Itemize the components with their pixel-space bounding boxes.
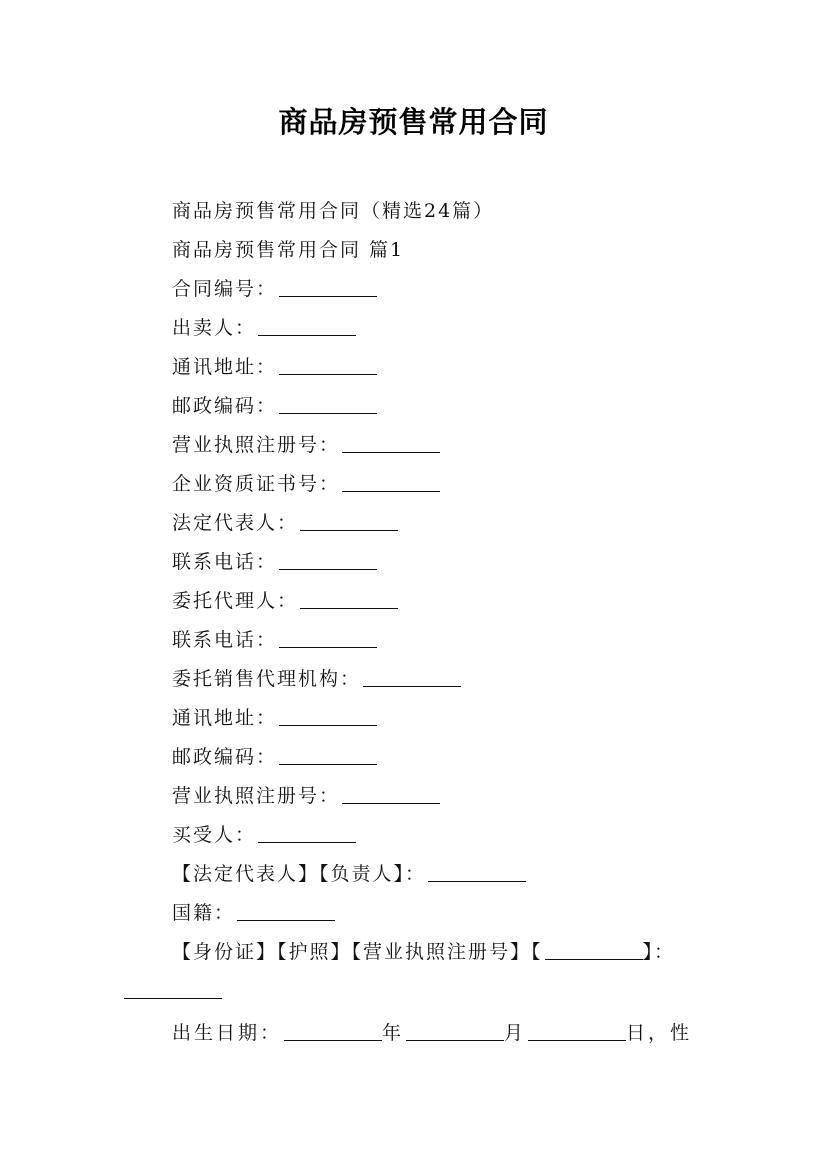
blank-underline: [279, 703, 377, 726]
field-birth-date: [0, 1016, 827, 1055]
blank-underline: [258, 313, 356, 336]
month-label: 月: [504, 1022, 527, 1044]
field-label: 出生日期：: [172, 1022, 283, 1044]
blank-underline: [528, 1018, 626, 1041]
blank-underline: [342, 430, 440, 453]
field-address: [0, 350, 827, 389]
year-label: 年: [382, 1022, 405, 1044]
blank-underline: [300, 586, 398, 609]
field-postcode: [0, 740, 827, 779]
field-legal-rep-or-head: [0, 857, 827, 896]
blank-underline: [342, 469, 440, 492]
field-license-number: [0, 428, 827, 467]
field-label-close: 】：: [642, 941, 676, 963]
field-label: 企业资质证书号：: [172, 473, 341, 495]
subtitle-line: [0, 194, 827, 233]
field-label: 国籍：: [172, 902, 236, 924]
field-label: 委托销售代理机构：: [172, 668, 362, 690]
field-label: 联系电话：: [172, 629, 278, 651]
blank-underline: [258, 820, 356, 843]
blank-underline: [363, 664, 461, 687]
field-qualification-cert: [0, 467, 827, 506]
blank-underline: [237, 898, 335, 921]
field-phone: [0, 545, 827, 584]
field-label: 联系电话：: [172, 551, 278, 573]
blank-underline: [545, 937, 643, 960]
field-id-document-continuation: [0, 974, 827, 998]
blank-underline: [300, 508, 398, 531]
field-address: [0, 701, 827, 740]
field-label: 买受人：: [172, 824, 257, 846]
field-label: 【身份证】【护照】【营业执照注册号】【: [172, 941, 543, 963]
field-label: 营业执照注册号：: [172, 785, 341, 807]
field-buyer: [0, 818, 827, 857]
field-id-document: [0, 935, 827, 974]
document-body: [0, 194, 827, 1055]
field-label: 委托代理人：: [172, 590, 299, 612]
field-label: 出卖人：: [172, 317, 257, 339]
field-license-number: [0, 779, 827, 818]
document-title: 商品房预售常用合同: [278, 105, 549, 139]
field-agent: [0, 584, 827, 623]
field-sales-agency: [0, 662, 827, 701]
blank-underline: [124, 976, 222, 999]
field-contract-number: [0, 272, 827, 311]
section-heading: [0, 233, 827, 272]
field-label: 邮政编码：: [172, 395, 278, 417]
field-label: 通讯地址：: [172, 356, 278, 378]
field-label: 营业执照注册号：: [172, 434, 341, 456]
blank-underline: [342, 781, 440, 804]
field-label: 法定代表人：: [172, 512, 299, 534]
line-text: 商品房预售常用合同 篇1: [172, 239, 405, 261]
field-phone: [0, 623, 827, 662]
blank-underline: [279, 625, 377, 648]
field-legal-rep: [0, 506, 827, 545]
field-label: 邮政编码：: [172, 746, 278, 768]
blank-underline: [284, 1018, 382, 1041]
day-label: 日，性: [626, 1022, 693, 1044]
blank-underline: [279, 391, 377, 414]
field-label: 【法定代表人】【负责人】：: [172, 863, 427, 885]
line-text: 商品房预售常用合同（精选24篇）: [172, 200, 495, 222]
field-label: 合同编号：: [172, 278, 278, 300]
field-seller: [0, 311, 827, 350]
blank-underline: [279, 547, 377, 570]
field-label: 通讯地址：: [172, 707, 278, 729]
blank-underline: [428, 859, 526, 882]
field-postcode: [0, 389, 827, 428]
blank-underline: [279, 352, 377, 375]
blank-underline: [406, 1018, 504, 1041]
blank-underline: [279, 274, 377, 297]
field-nationality: [0, 896, 827, 935]
blank-underline: [279, 742, 377, 765]
